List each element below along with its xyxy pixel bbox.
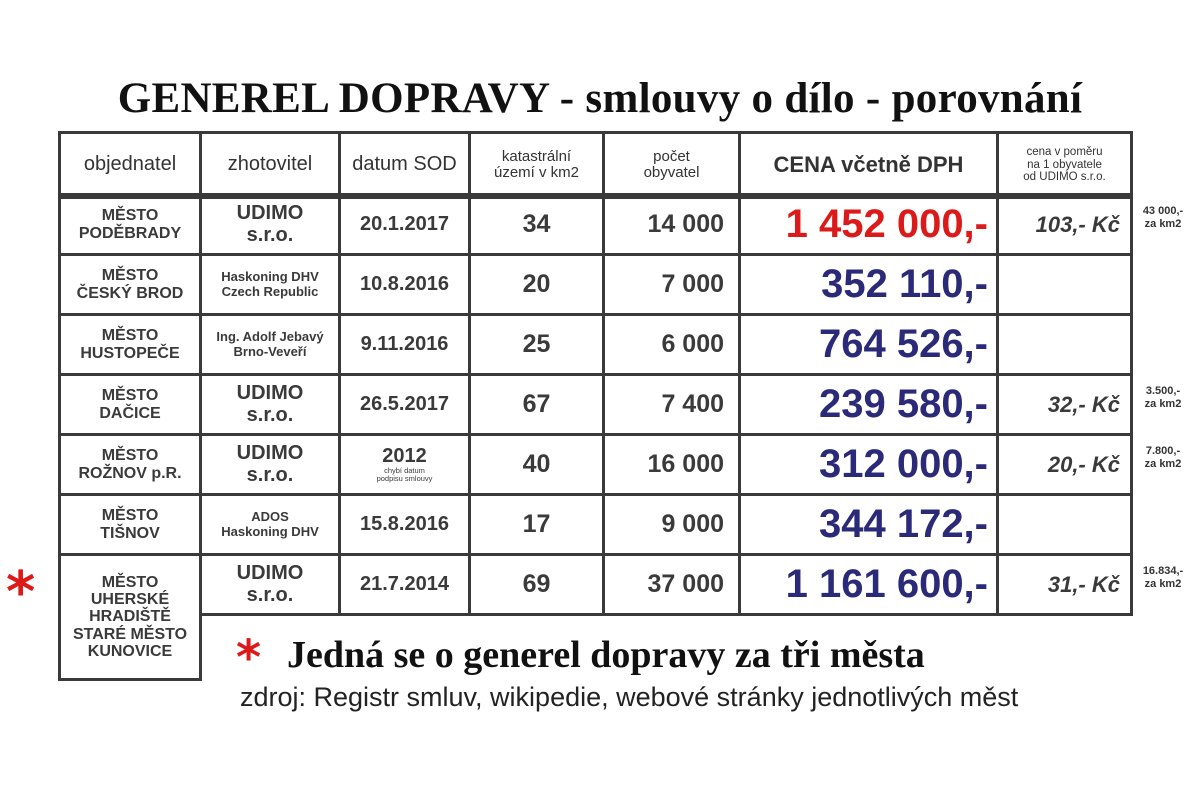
population-value: 37 000 <box>647 570 724 598</box>
ratio-value: 31,- Kč <box>1047 571 1120 597</box>
contractor-name: ADOS <box>251 509 289 525</box>
population-cell <box>602 553 741 616</box>
date-cell <box>338 493 471 556</box>
area-cell <box>468 253 605 316</box>
price-value: 764 526,- <box>818 321 988 366</box>
population-cell <box>602 253 741 316</box>
header-population <box>602 131 741 199</box>
header-label: od UDIMO s.r.o. <box>1023 171 1106 184</box>
header-label: území v km2 <box>493 164 580 181</box>
header-label: katastrální <box>501 147 572 165</box>
header-price <box>738 131 999 199</box>
population-cell <box>602 373 741 436</box>
contractor-name: s.r.o. <box>246 403 294 426</box>
area-value: 67 <box>522 390 551 418</box>
contractor-cell <box>199 373 341 436</box>
ratio-cell <box>996 373 1133 436</box>
client-name: HUSTOPEČE <box>80 344 180 362</box>
date-note: podpisu smlouvy <box>376 474 433 484</box>
contractor-name: UDIMO <box>236 441 304 464</box>
asterisk-icon: * <box>236 630 262 686</box>
date-cell <box>338 313 471 376</box>
contract-date: 15.8.2016 <box>360 512 449 535</box>
ratio-cell <box>996 313 1133 376</box>
header-contractor <box>199 131 341 199</box>
contractor-name: UDIMO <box>236 561 304 584</box>
area-value: 69 <box>522 570 551 598</box>
contractor-cell <box>199 553 341 616</box>
per-km2-value: za km2 <box>1144 397 1182 410</box>
client-name: UHERSKÉ <box>90 591 170 609</box>
client-cell <box>58 493 202 556</box>
date-cell <box>338 193 471 256</box>
per-km2-note <box>1133 385 1193 410</box>
population-cell <box>602 193 741 256</box>
contractor-cell <box>199 253 341 316</box>
price-cell <box>738 253 999 316</box>
per-km2-value: 7.800,- <box>1145 445 1181 457</box>
contractor-cell <box>199 493 341 556</box>
contractor-name: Brno-Veveří <box>233 343 307 359</box>
header-label: obyvatel <box>643 164 700 181</box>
client-name: MĚSTO <box>101 267 159 285</box>
ratio-value: 32,- Kč <box>1047 391 1120 417</box>
area-cell <box>468 433 605 496</box>
client-name: MĚSTO <box>101 207 159 225</box>
area-cell <box>468 553 605 616</box>
header-label: CENA včetně DPH <box>773 152 964 178</box>
contract-date: 9.11.2016 <box>360 332 449 355</box>
client-name: HRADIŠTĚ <box>89 608 171 626</box>
client-name: MĚSTO <box>101 387 159 405</box>
population-value: 6 000 <box>661 330 724 358</box>
area-value: 25 <box>522 330 551 358</box>
client-cell <box>58 433 202 496</box>
price-cell <box>738 373 999 436</box>
asterisk-icon: * <box>6 560 36 625</box>
per-km2-value: 43 000,- <box>1142 205 1184 217</box>
ratio-value: 103,- Kč <box>1035 211 1120 237</box>
price-cell <box>738 433 999 496</box>
per-km2-note <box>1133 205 1193 230</box>
contractor-name: Haskoning DHV <box>221 269 319 285</box>
price-value: 344 172,- <box>818 501 988 546</box>
area-cell <box>468 313 605 376</box>
header-ratio <box>996 131 1133 199</box>
price-value: 239 580,- <box>818 381 988 426</box>
contractor-cell <box>199 193 341 256</box>
date-cell <box>338 553 471 616</box>
per-km2-note <box>1133 565 1193 590</box>
client-name: ROŽNOV p.R. <box>78 464 182 482</box>
population-cell <box>602 313 741 376</box>
contractor-name: s.r.o. <box>246 463 294 486</box>
contractor-name: UDIMO <box>236 381 304 404</box>
population-value: 7 400 <box>661 390 724 418</box>
header-area <box>468 131 605 199</box>
population-value: 7 000 <box>661 270 724 298</box>
price-cell <box>738 313 999 376</box>
date-cell <box>338 373 471 436</box>
population-value: 9 000 <box>661 510 724 538</box>
contract-date: 20.1.2017 <box>360 212 449 235</box>
client-cell <box>58 553 202 681</box>
contractor-name: Ing. Adolf Jebavý <box>216 329 324 345</box>
date-cell <box>338 253 471 316</box>
header-label: cena v poměru <box>1026 146 1103 159</box>
price-cell <box>738 493 999 556</box>
ratio-cell <box>996 253 1133 316</box>
contract-date: 10.8.2016 <box>360 272 449 295</box>
per-km2-value: za km2 <box>1144 577 1182 590</box>
contractor-name: s.r.o. <box>246 223 294 246</box>
client-name: MĚSTO <box>101 507 159 525</box>
area-cell <box>468 373 605 436</box>
client-name: PODĚBRADY <box>78 224 182 242</box>
client-name: TIŠNOV <box>100 524 160 542</box>
date-note: chybí datum <box>384 466 425 476</box>
per-km2-value: za km2 <box>1144 457 1182 470</box>
per-km2-note <box>1133 445 1193 470</box>
price-value: 352 110,- <box>821 261 988 306</box>
price-value: 1 161 600,- <box>785 561 988 606</box>
client-name: DAČICE <box>99 404 161 422</box>
ratio-value: 20,- Kč <box>1047 451 1120 477</box>
per-km2-value: 16.834,- <box>1142 565 1184 577</box>
per-km2-value: za km2 <box>1144 217 1182 230</box>
contractor-name: s.r.o. <box>246 583 294 606</box>
price-cell <box>738 553 999 616</box>
header-label: datum SOD <box>352 153 457 176</box>
contractor-cell <box>199 433 341 496</box>
client-name: MĚSTO <box>101 447 159 465</box>
price-cell <box>738 193 999 256</box>
client-cell <box>58 193 202 256</box>
area-value: 20 <box>522 270 551 298</box>
ratio-cell <box>996 193 1133 256</box>
contractor-name: UDIMO <box>236 201 304 224</box>
area-cell <box>468 493 605 556</box>
client-name: STARÉ MĚSTO <box>72 625 188 643</box>
contractor-name: Haskoning DHV <box>221 523 319 539</box>
population-cell <box>602 493 741 556</box>
contract-date: 26.5.2017 <box>360 392 449 415</box>
page-title: GENEREL DOPRAVY - smlouvy o dílo - porovnání <box>117 75 1083 122</box>
header-label: na 1 obyvatele <box>1027 158 1102 171</box>
header-label: zhotovitel <box>227 153 313 176</box>
contractor-name: Czech Republic <box>221 283 319 299</box>
header-label: objednatel <box>83 153 177 176</box>
price-value: 1 452 000,- <box>785 201 988 246</box>
client-cell <box>58 373 202 436</box>
area-value: 34 <box>522 210 551 238</box>
client-cell <box>58 313 202 376</box>
header-date <box>338 131 471 199</box>
client-cell <box>58 253 202 316</box>
footnote: Jedná se o generel dopravy za tři města <box>287 634 925 676</box>
population-value: 16 000 <box>647 450 724 478</box>
client-name: MĚSTO <box>101 573 159 591</box>
header-label: počet <box>653 147 690 165</box>
per-km2-value: 3.500,- <box>1145 385 1181 397</box>
population-cell <box>602 433 741 496</box>
ratio-cell <box>996 493 1133 556</box>
contract-date: 21.7.2014 <box>360 572 449 595</box>
client-name: KUNOVICE <box>87 642 173 660</box>
source-note: zdroj: Registr smluv, wikipedie, webové stránky jednotlivých měst <box>240 682 1019 712</box>
area-cell <box>468 193 605 256</box>
header-client <box>58 131 202 199</box>
population-value: 14 000 <box>647 210 724 238</box>
area-value: 40 <box>522 450 551 478</box>
contract-date: 2012 <box>382 444 427 467</box>
area-value: 17 <box>522 510 551 538</box>
ratio-cell <box>996 553 1133 616</box>
price-value: 312 000,- <box>818 441 988 486</box>
contractor-cell <box>199 313 341 376</box>
date-cell <box>338 433 471 496</box>
client-name: ČESKÝ BROD <box>76 284 184 302</box>
client-name: MĚSTO <box>101 327 159 345</box>
ratio-cell <box>996 433 1133 496</box>
